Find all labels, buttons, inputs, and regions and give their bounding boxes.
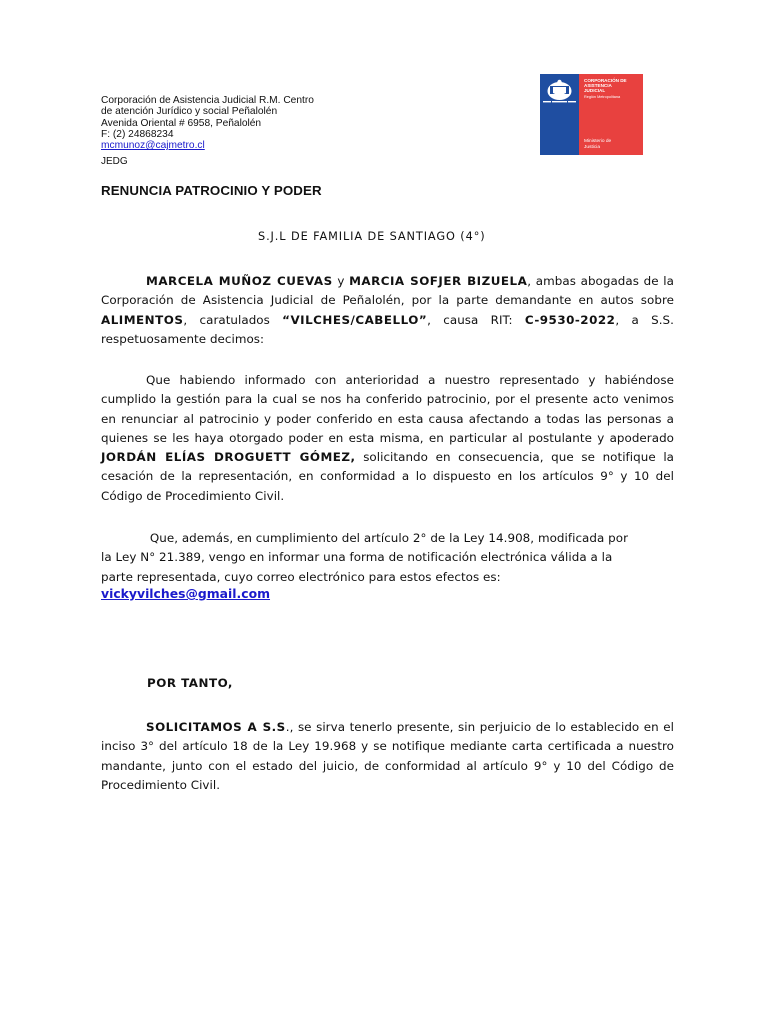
paragraph-2: Que habiendo informado con anterioridad a nuestro representado y habiéndose cumplido la gestión para la cual se nos ha conferido patrocinio, por el presente acto venimos en renunciar al patrocinio y poder conferido en esta causa afectando a todas las personas a quienes se les haya otorgado poder en esta misma, en particular al postulante y apoderado JORDÁN ELÍAS DROGUETT GÓMEZ, solicitando en consecuencia, que se notifique la cesación de la representación, en conformidad a lo dispuesto en los artículos 9° y 10 del Código de Procedimiento Civil. — [101, 373, 675, 503]
org-line-1: Corporación de Asistencia Judicial R.M. Centro — [101, 95, 314, 106]
case-matter: ALIMENTOS — [101, 312, 184, 327]
represented-name: JORDÁN ELÍAS DROGUETT GÓMEZ, — [101, 450, 356, 465]
por-tanto-heading: POR TANTO, — [147, 676, 233, 690]
ministry-line-1: Ministerio de — [584, 139, 612, 144]
ministry-line-2: Justicia — [584, 145, 600, 150]
logo-line-4: Región Metropolitana — [584, 95, 621, 99]
case-rit: C-9530-2022 — [524, 312, 616, 327]
paragraph-3 — [101, 529, 661, 587]
p3-line-2: la Ley N° 21.389, vengo en informar una forma de notificación electrónica válida a la — [101, 550, 613, 565]
sender-info — [101, 95, 361, 151]
court-heading: S.J.L DE FAMILIA DE SANTIAGO (4°) — [258, 230, 486, 243]
paragraph-4: SOLICITAMOS A S.S., se sirva tenerlo presente, sin perjuicio de lo establecido en el inciso 3° del artículo 18 de la Ley 19.968 y se notifique mediante carta certificada a nuestro mandante, junto con el estado del juicio, de conformidad al artículo 9° y 10 del Código de Procedimiento Civil. — [101, 720, 674, 792]
initials: JEDG — [101, 156, 128, 167]
address: Avenida Oriental # 6958, Peñalolén — [101, 117, 262, 129]
p3-line-3: parte representada, cuyo correo electrónico para estos efectos es: — [101, 569, 501, 584]
paragraph-1: MARCELA MUÑOZ CUEVAS y MARCIA SOFJER BIZUELA, ambas abogadas de la Corporación de Asistencia Judicial de Peñalolén, por la parte demandante en autos sobre ALIMENTOS, caratulados “VILCHES/CABELLO”, causa RIT: C-9530-2022, a S.S. respetuosamente decimos: — [101, 274, 674, 346]
lawyer-name-2: MARCIA SOFJER BIZUELA — [349, 274, 528, 288]
sender-email-link[interactable]: mcmunoz@cajmetro.cl — [101, 140, 205, 152]
logo-line-2: ASISTENCIA — [584, 83, 612, 88]
cajmetro-logo — [540, 74, 643, 155]
notification-email-link[interactable]: vickyvilches@gmail.com — [101, 586, 271, 601]
logo-line-3: JUDICIAL — [584, 88, 606, 93]
p3-line-1: Que, además, en cumplimiento del artículo 2° de la Ley 14.908, modificada por — [146, 531, 629, 545]
phone: F: (2) 24868234 — [101, 128, 174, 140]
org-line-2: de atención Jurídico y social Peñalolén — [101, 106, 278, 118]
logo-line-1: CORPORACIÓN DE — [584, 78, 627, 83]
case-caption: “VILCHES/CABELLO” — [282, 312, 428, 327]
lawyer-name-1: MARCELA MUÑOZ CUEVAS — [146, 274, 333, 288]
document-title: RENUNCIA PATROCINIO Y PODER — [101, 183, 322, 198]
request-lead: SOLICITAMOS A S.S — [146, 720, 286, 734]
